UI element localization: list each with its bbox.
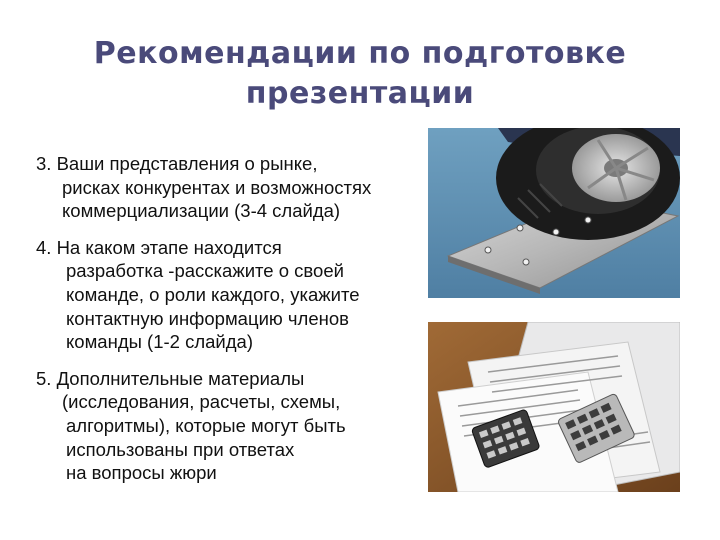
title-line-2: презентации <box>245 76 475 111</box>
item-line: контактную информацию членов <box>66 307 349 329</box>
slide-body <box>36 152 416 498</box>
title-line-1: Рекомендации по подготовке <box>93 36 627 71</box>
item-line: 5. Дополнительные материалы <box>36 367 305 389</box>
documents-photo <box>428 322 680 492</box>
documents-illustration <box>428 322 680 492</box>
item-line: разработка -расскажите о своей <box>66 260 344 282</box>
item-line: 3. Ваши представления о рынке, <box>36 153 318 174</box>
item-line: алгоритмы), которые могут быть <box>66 414 346 436</box>
list-item <box>36 152 416 223</box>
item-line: 4. На каком этапе находится <box>36 236 282 258</box>
item-line: (исследования, расчеты, схемы, <box>62 391 341 413</box>
slide-title <box>60 34 660 114</box>
car-wheel-illustration <box>428 128 680 298</box>
car-wheel-photo <box>428 128 680 298</box>
item-line: команды (1-2 слайда) <box>66 331 253 353</box>
item-line: рисках конкурентах и возможностях <box>62 176 372 198</box>
list-item <box>36 236 416 354</box>
item-line: использованы при ответах <box>66 438 295 460</box>
list-item <box>36 367 416 485</box>
item-line: команде, о роли каждого, укажите <box>66 283 360 305</box>
item-line: на вопросы жюри <box>66 462 217 484</box>
item-line: коммерциализации (3-4 слайда) <box>62 200 341 222</box>
